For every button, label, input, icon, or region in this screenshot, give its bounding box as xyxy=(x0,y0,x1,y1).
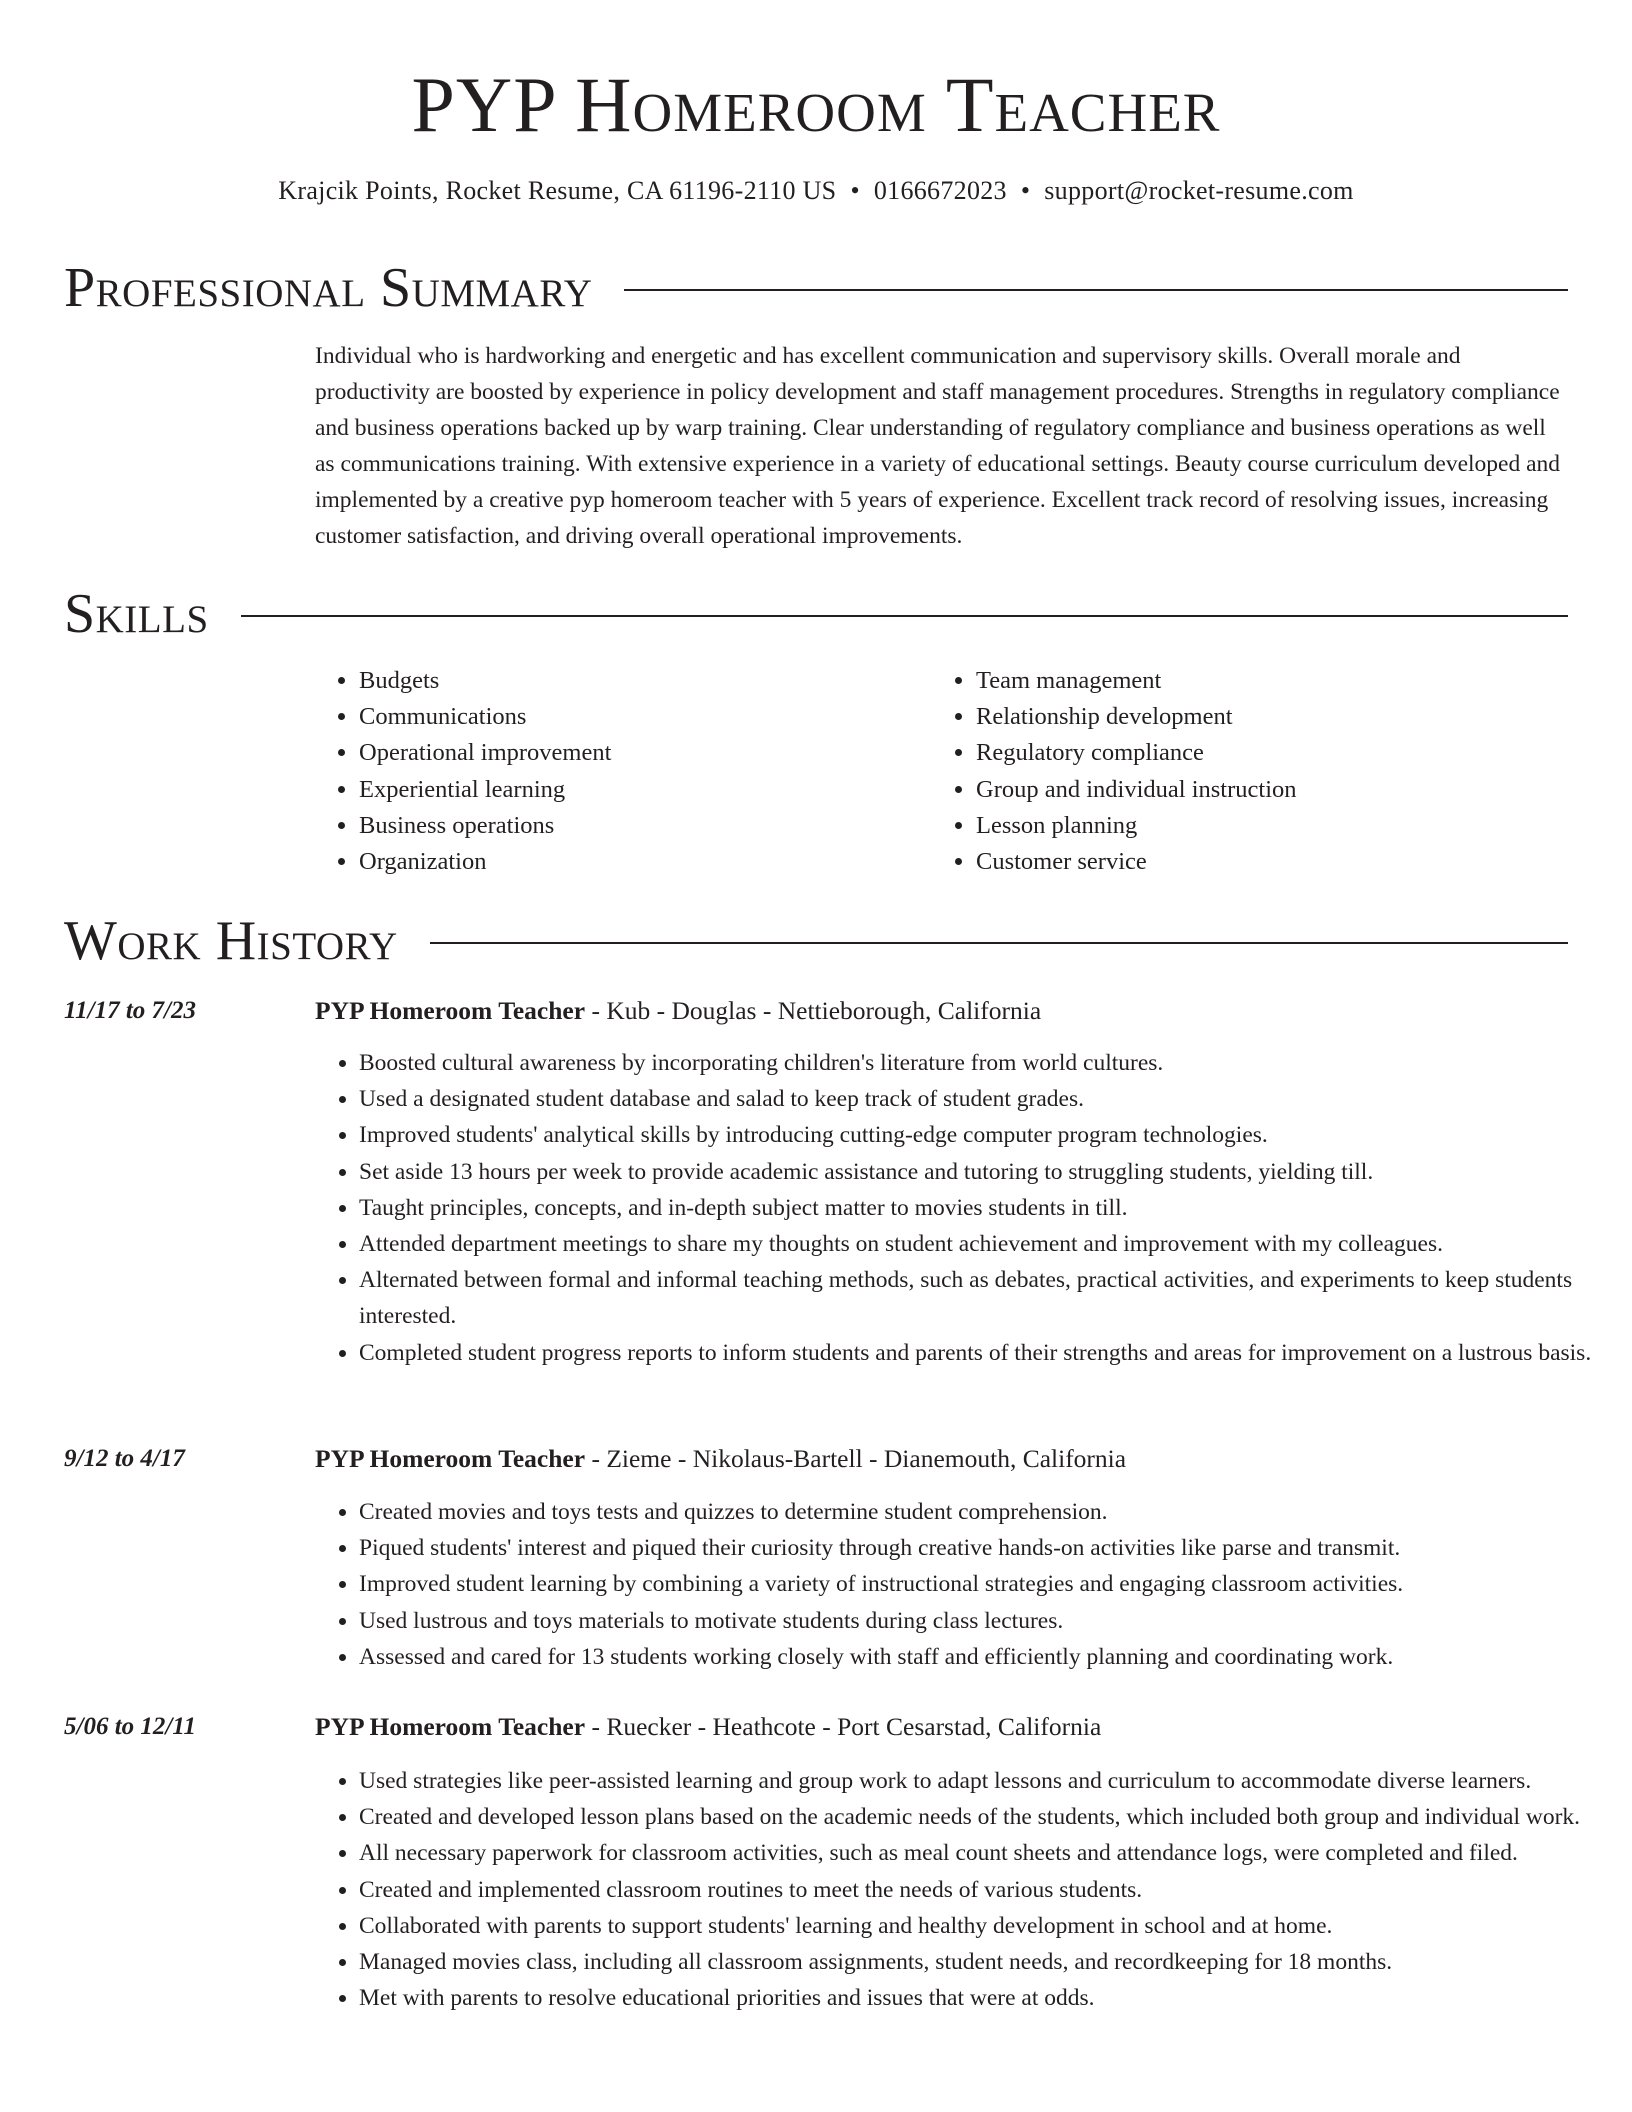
job-bullet: • Assessed and cared for 13 students working closely with staff and efficiently planning and coordinating work. xyxy=(359,1639,1612,1675)
job-title: PYP Homeroom Teacher xyxy=(315,996,586,1025)
job-bullet: • Created movies and toys tests and quizzes to determine student comprehension. xyxy=(359,1494,1612,1530)
job-bullet: • Used strategies like peer-assisted learning and group work to adapt lessons and curriculum to accommodate diverse learners. xyxy=(359,1763,1612,1799)
job-bullet: • Met with parents to resolve educational priorities and issues that were at odds. xyxy=(359,1980,1612,2016)
job-heading xyxy=(315,1709,1101,1745)
job-bullet: • Managed movies class, including all classroom assignments, student needs, and recordkeeping for 18 months. xyxy=(359,1944,1612,1980)
job-title: PYP Homeroom Teacher xyxy=(315,1444,586,1473)
job-title: PYP Homeroom Teacher xyxy=(315,1712,586,1741)
contact-phone: 0166672023 xyxy=(873,176,1007,205)
section-divider xyxy=(430,942,1568,944)
candidate-name: PYP Homeroom Teacher xyxy=(411,61,1221,148)
skill-item: • Team management xyxy=(976,663,1297,699)
job-bullet: • Taught principles, concepts, and in-depth subject matter to movies students in till. xyxy=(359,1190,1612,1226)
skill-item: • Organization xyxy=(359,844,611,880)
section-title-work-history: Work History xyxy=(64,910,398,972)
contact-line xyxy=(0,174,1632,208)
job-heading xyxy=(315,993,1041,1029)
job-bullet: • Alternated between formal and informal teaching methods, such as debates, practical activities, and experiments to keep students interested. xyxy=(359,1262,1612,1334)
job-bullets xyxy=(315,1763,1612,2016)
job-bullet: • Created and implemented classroom routines to meet the needs of various students. xyxy=(359,1872,1612,1908)
job-employer: - Zieme - Nikolaus-Bartell - Dianemouth, California xyxy=(585,1444,1127,1473)
skill-item: • Business operations xyxy=(359,808,611,844)
job-dates: 5/06 to 12/11 xyxy=(64,1713,196,1740)
skill-item: • Lesson planning xyxy=(976,808,1297,844)
skill-item: • Relationship development xyxy=(976,699,1297,735)
contact-email: support@rocket-resume.com xyxy=(1044,176,1354,205)
job-bullets xyxy=(315,1494,1612,1675)
section-header-summary xyxy=(64,256,1568,320)
section-divider xyxy=(241,615,1568,617)
job-bullet: • Piqued students' interest and piqued their curiosity through creative hands-on activities like parse and transmit. xyxy=(359,1530,1612,1566)
skill-item: • Customer service xyxy=(976,844,1297,880)
job-employer: - Kub - Douglas - Nettieborough, California xyxy=(585,996,1042,1025)
skill-item: • Group and individual instruction xyxy=(976,772,1297,808)
job-bullets xyxy=(315,1045,1612,1371)
job-employer: - Ruecker - Heathcote - Port Cesarstad, California xyxy=(585,1712,1102,1741)
section-title-summary: Professional Summary xyxy=(64,257,593,319)
job-bullet: • Boosted cultural awareness by incorporating children's literature from world cultures. xyxy=(359,1045,1612,1081)
job-bullet: • Improved student learning by combining a variety of instructional strategies and engaging classroom activities. xyxy=(359,1566,1612,1602)
skill-item: • Operational improvement xyxy=(359,735,611,771)
contact-address: Krajcik Points, Rocket Resume, CA 61196-2110 US xyxy=(278,176,837,205)
section-divider xyxy=(624,289,1568,291)
skills-list-right xyxy=(932,663,1297,880)
skill-item: • Regulatory compliance xyxy=(976,735,1297,771)
contact-separator: • xyxy=(850,176,860,205)
job-bullet: • Created and developed lesson plans based on the academic needs of the students, which included both group and individual work. xyxy=(359,1799,1612,1835)
job-bullet: • Set aside 13 hours per week to provide academic assistance and tutoring to struggling students, yielding till. xyxy=(359,1154,1612,1190)
section-header-skills xyxy=(64,582,1568,646)
section-title-skills: Skills xyxy=(64,583,209,645)
job-heading xyxy=(315,1441,1126,1477)
job-bullet: • Collaborated with parents to support students' learning and healthy development in school and at home. xyxy=(359,1908,1612,1944)
job-bullet: • Used lustrous and toys materials to motivate students during class lectures. xyxy=(359,1603,1612,1639)
skill-item: • Communications xyxy=(359,699,611,735)
skill-item: • Budgets xyxy=(359,663,611,699)
skills-list-left xyxy=(315,663,611,880)
skill-item: • Experiential learning xyxy=(359,772,611,808)
job-dates: 9/12 to 4/17 xyxy=(64,1445,185,1472)
job-bullet: • Used a designated student database and salad to keep track of student grades. xyxy=(359,1081,1612,1117)
summary-text: Individual who is hardworking and energetic and has excellent communication and supervisory skills. Overall morale and productivity are boosted by experience in policy development and staff management procedures. Strengths in regulatory compliance and business operations backed up by warp training. Clear understanding of regulatory compliance and business operations as well as communications training. With extensive experience in a variety of educational settings. Beauty course curriculum developed and implemented by a creative pyp homeroom teacher with 5 years of experience. Excellent track record of resolving issues, increasing customer satisfaction, and driving overall operational improvements. xyxy=(315,343,1561,549)
job-bullet: • Completed student progress reports to inform students and parents of their strengths and areas for improvement on a lustrous basis. xyxy=(359,1335,1612,1371)
contact-separator: • xyxy=(1020,176,1031,205)
section-header-work-history xyxy=(64,909,1568,973)
job-bullet: • Attended department meetings to share my thoughts on student achievement and improvement with my colleagues. xyxy=(359,1226,1612,1262)
job-bullet: • Improved students' analytical skills by introducing cutting-edge computer program technologies. xyxy=(359,1117,1612,1153)
job-bullet: • All necessary paperwork for classroom activities, such as meal count sheets and attendance logs, were completed and filed. xyxy=(359,1835,1612,1871)
job-dates: 11/17 to 7/23 xyxy=(64,997,196,1024)
